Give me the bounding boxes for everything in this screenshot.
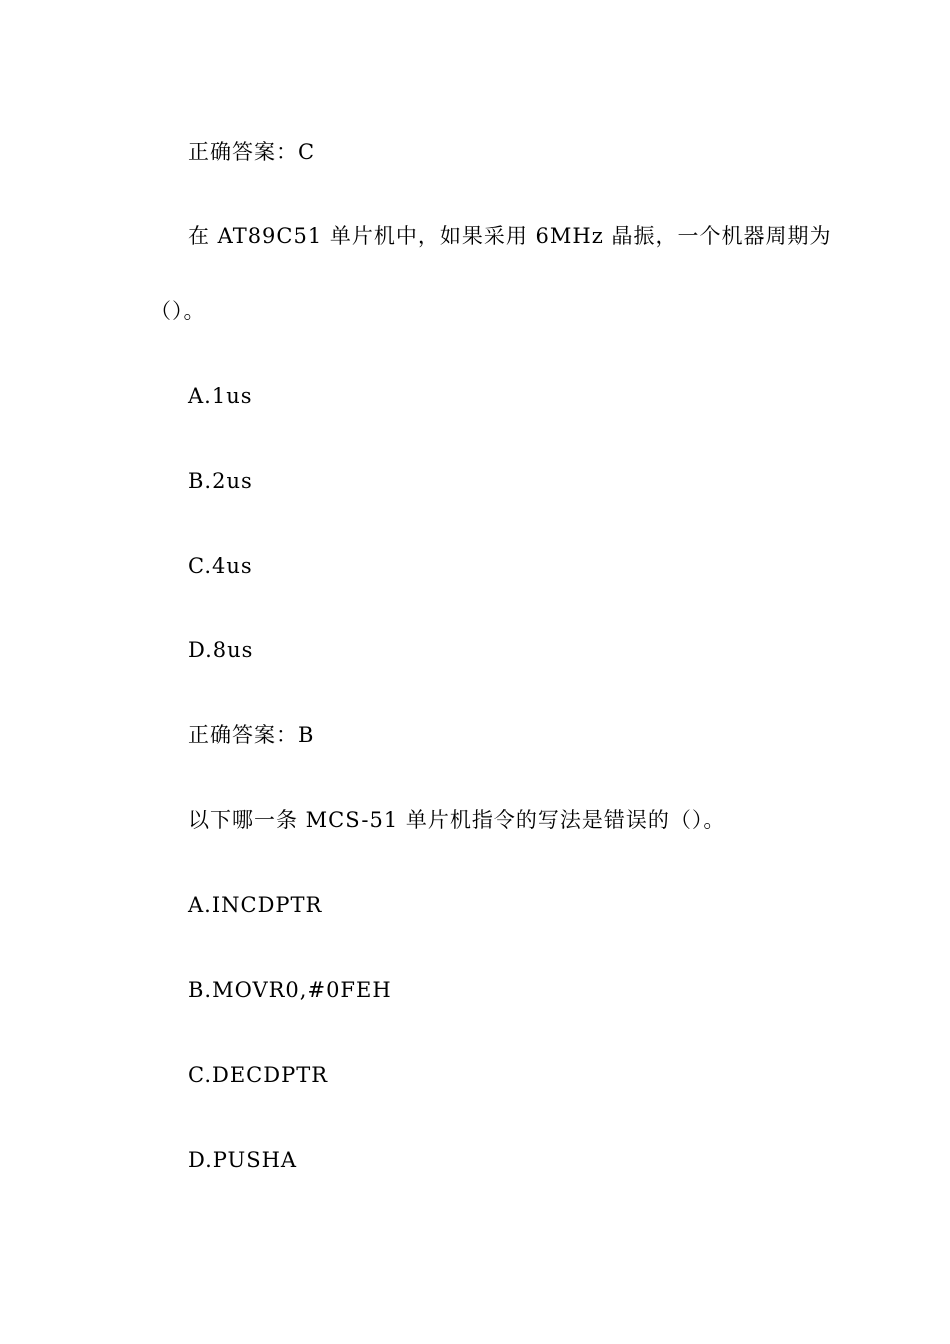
question-1-option-a: A.1us [188, 384, 253, 408]
question-1-option-b: B.2us [188, 469, 253, 493]
question-2-stem-line1: 以下哪一条 MCS-51 单片机指令的写法是错误的（）。 [188, 808, 726, 832]
question-2-option-a: A.INCDPTR [188, 893, 323, 917]
question-2-option-b: B.MOVR0,#0FEH [188, 978, 392, 1002]
question-1-stem-line2: （）。 [150, 299, 206, 323]
question-2-option-d: D.PUSHA [188, 1148, 298, 1172]
answer-line-prev: 正确答案：C [188, 140, 316, 164]
question-1-answer: 正确答案：B [188, 723, 315, 747]
question-2-option-c: C.DECDPTR [188, 1063, 329, 1087]
question-1-option-d: D.8us [188, 638, 254, 662]
question-1-option-c: C.4us [188, 554, 253, 578]
question-1-stem-line1: 在 AT89C51 单片机中，如果采用 6MHz 晶振，一个机器周期为 [188, 224, 832, 248]
